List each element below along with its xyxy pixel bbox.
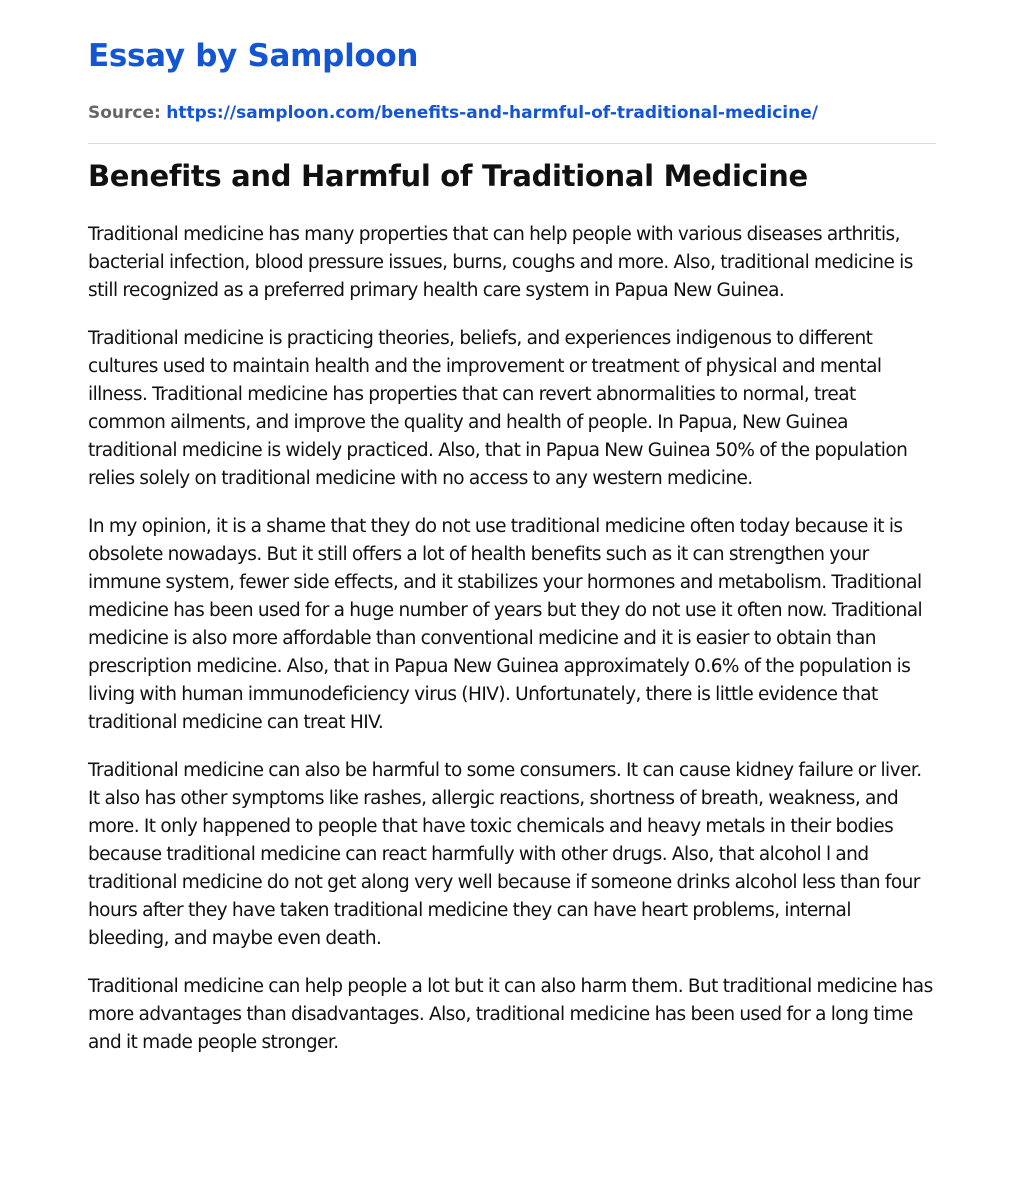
source-label: Source: (88, 103, 161, 123)
essay-title: Benefits and Harmful of Traditional Medicine (88, 159, 808, 193)
essay-paragraph-1: Traditional medicine has many properties that can help people with various diseases arthritis, bacterial infection, blood pressure issues, burns, coughs and more. Also, traditional medicine is still recognized as a preferred primary health care system in Papua New Guinea. (88, 224, 913, 301)
essay-body (88, 221, 936, 1077)
essay-paragraph-2: Traditional medicine is practicing theories, beliefs, and experiences indigenous to different cultures used to maintain health and the improvement or treatment of physical and mental illness. Traditional medicine has properties that can revert abnormalities to normal, treat common ailments, and improve the quality and health of people. In Papua, New Guinea traditional medicine is widely practiced. Also, that in Papua New Guinea 50% of the population relies solely on traditional medicine with no access to any western medicine. (88, 328, 908, 489)
source-link[interactable]: https://samploon.com/benefits-and-harmful-of-traditional-medicine/ (166, 103, 818, 123)
essay-paragraph-5: Traditional medicine can help people a lot but it can also harm them. But traditional medicine has more advantages than disadvantages. Also, traditional medicine has been used for a long time and it made people stronger. (88, 976, 933, 1053)
header-divider (88, 143, 936, 144)
essay-paragraph-3: In my opinion, it is a shame that they do not use traditional medicine often today because it is obsolete nowadays. But it still offers a lot of health benefits such as it can strengthen your immune system, fewer side effects, and it stabilizes your hormones and metabolism. Traditional medicine has been used for a huge number of years but they do not use it often now. Traditional medicine is also more affordable than conventional medicine and it is easier to obtain than prescription medicine. Also, that in Papua New Guinea approximately 0.6% of the population is living with human immunodeficiency virus (HIV). Unfortunately, there is little evidence that traditional medicine can treat HIV. (88, 516, 923, 733)
source-line (88, 101, 818, 125)
brand-title: Essay by Samploon (88, 38, 419, 74)
essay-paragraph-4: Traditional medicine can also be harmful to some consumers. It can cause kidney failure or liver. It also has other symptoms like rashes, allergic reactions, shortness of breath, weakness, and more. It only happened to people that have toxic chemicals and heavy metals in their bodies because traditional medicine can react harmfully with other drugs. Also, that alcohol l and traditional medicine do not get along very well because if someone drinks alcohol less than four hours after they have taken traditional medicine they can have heart problems, internal bleeding, and maybe even death. (88, 760, 922, 949)
